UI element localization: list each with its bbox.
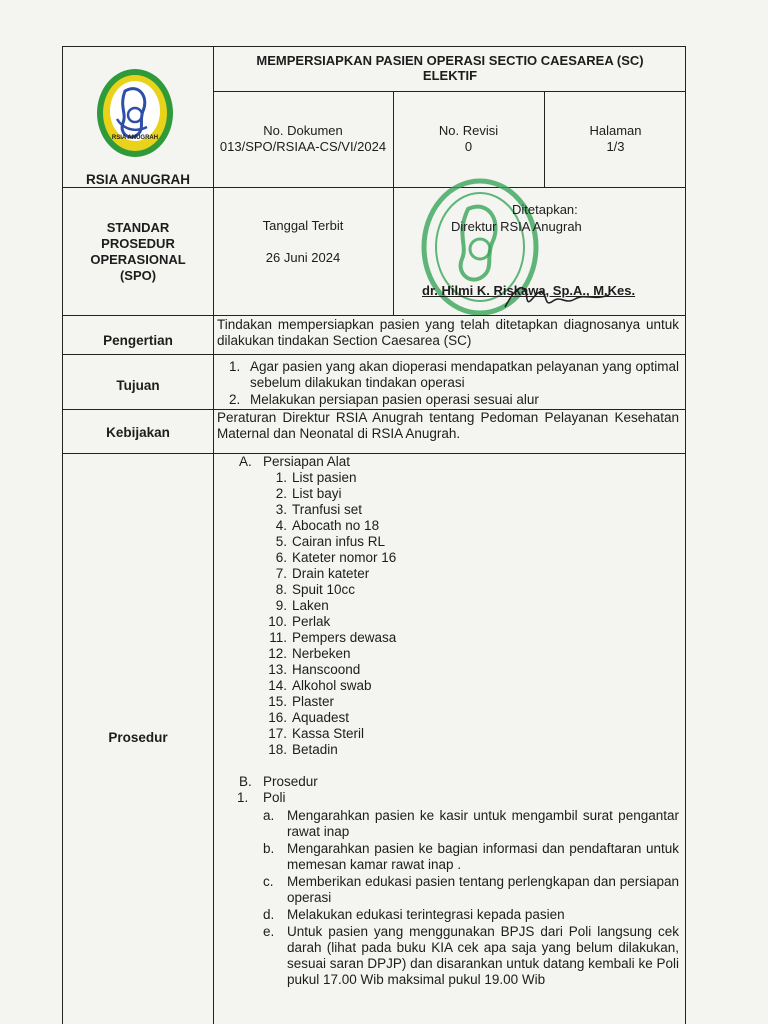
approved-name: dr. Hilmi K. Riskawa, Sp.A., M.Kes. bbox=[422, 283, 636, 298]
item-text: Pempers dewasa bbox=[292, 630, 397, 645]
step-item bbox=[263, 808, 679, 840]
item-number: 3. bbox=[275, 502, 287, 517]
spo-label-line: OPERASIONAL bbox=[90, 252, 186, 267]
tool-item bbox=[263, 614, 679, 630]
spo-label-line: PROSEDUR bbox=[101, 236, 175, 251]
item-number: b. bbox=[263, 841, 275, 856]
step-item bbox=[263, 874, 679, 906]
tool-item bbox=[263, 598, 679, 614]
item-text: Hanscoond bbox=[292, 662, 361, 677]
tool-item bbox=[263, 710, 679, 726]
item-number: 10. bbox=[268, 614, 287, 629]
logo-ring-text: RSIA ANUGRAH bbox=[111, 135, 159, 141]
page-label: Halaman bbox=[589, 123, 642, 138]
tool-item bbox=[263, 630, 679, 646]
prosedur-content bbox=[239, 454, 679, 989]
tool-item bbox=[263, 550, 679, 566]
item-number: 6. bbox=[275, 550, 287, 565]
list-item bbox=[229, 359, 679, 391]
item-text: Drain kateter bbox=[292, 566, 370, 581]
tujuan-list bbox=[229, 359, 679, 408]
revision-label: No. Revisi bbox=[438, 123, 499, 138]
tool-item bbox=[263, 566, 679, 582]
sub-title: Poli bbox=[263, 790, 286, 805]
item-number: 16. bbox=[268, 710, 287, 725]
item-number: 1. bbox=[275, 470, 287, 485]
steps-list bbox=[239, 806, 679, 988]
item-text: Aquadest bbox=[292, 710, 350, 725]
item-text: Memberikan edukasi pasien tentang perlengkapan dan persiapan operasi bbox=[287, 874, 679, 905]
item-text: Kassa Steril bbox=[292, 726, 365, 741]
item-number: 4. bbox=[275, 518, 287, 533]
prosedur-label: Prosedur bbox=[108, 730, 168, 745]
tujuan-label: Tujuan bbox=[116, 378, 160, 393]
item-number: c. bbox=[263, 874, 274, 889]
item-number: 5. bbox=[275, 534, 287, 549]
issue-label: Tanggal Terbit bbox=[262, 218, 344, 233]
section-letter: A. bbox=[239, 454, 252, 469]
row-divider bbox=[63, 354, 685, 355]
item-number: d. bbox=[263, 907, 275, 922]
item-text: Nerbeken bbox=[292, 646, 351, 661]
spo-document bbox=[62, 46, 686, 1024]
item-text: Mengarahkan pasien ke kasir untuk mengambil surat pengantar rawat inap bbox=[287, 808, 679, 839]
kebijakan-text: Peraturan Direktur RSIA Anugrah tentang Pedoman Pelayanan Kesehatan Maternal dan Neonatal di RSIA Anugrah. bbox=[217, 410, 679, 441]
item-number: 9. bbox=[275, 598, 287, 613]
tool-item bbox=[263, 726, 679, 742]
item-number: 2. bbox=[229, 392, 241, 407]
step-item bbox=[263, 841, 679, 873]
section-letter: B. bbox=[239, 774, 252, 789]
item-number: 18. bbox=[268, 742, 287, 757]
revision-cell bbox=[393, 123, 544, 155]
section-a-heading bbox=[239, 454, 679, 470]
document-title bbox=[213, 53, 687, 83]
list-item bbox=[229, 392, 679, 408]
item-text: Agar pasien yang akan dioperasi mendapatkan pelayanan yang optimal sebelum dilakukan tindakan operasi bbox=[250, 359, 679, 390]
item-text: Melakukan edukasi terintegrasi kepada pasien bbox=[287, 907, 565, 922]
item-text: Alkohol swab bbox=[292, 678, 372, 693]
sub-number: 1. bbox=[237, 790, 249, 805]
title-line-1: MEMPERSIAPKAN PASIEN OPERASI SECTIO CAESAREA (SC) bbox=[256, 53, 644, 68]
section-b-heading bbox=[239, 774, 679, 790]
tool-item bbox=[263, 646, 679, 662]
item-number: 8. bbox=[275, 582, 287, 597]
doc-number-cell bbox=[213, 123, 393, 155]
item-text: Laken bbox=[292, 598, 329, 613]
tool-item bbox=[263, 694, 679, 710]
item-number: a. bbox=[263, 808, 275, 823]
item-number: 12. bbox=[268, 646, 287, 661]
item-number: 14. bbox=[268, 678, 287, 693]
tool-item bbox=[263, 518, 679, 534]
item-text: Mengarahkan pasien ke bagian informasi dan pendaftaran untuk memesan kamar rawat inap . bbox=[287, 841, 679, 872]
item-text: Abocath no 18 bbox=[292, 518, 380, 533]
section-title: Persiapan Alat bbox=[263, 454, 351, 469]
approved-role: Direktur RSIA Anugrah bbox=[451, 219, 582, 234]
step-item bbox=[263, 907, 679, 923]
pengertian-label: Pengertian bbox=[103, 333, 173, 348]
section-title: Prosedur bbox=[263, 774, 318, 789]
item-text: Plaster bbox=[292, 694, 335, 709]
kebijakan-label: Kebijakan bbox=[106, 425, 170, 440]
revision-value: 0 bbox=[464, 139, 473, 154]
hospital-name: RSIA ANUGRAH bbox=[86, 172, 190, 187]
item-number: 15. bbox=[268, 694, 287, 709]
doc-number-label: No. Dokumen bbox=[263, 123, 343, 138]
item-text: List bayi bbox=[292, 486, 342, 501]
item-text: Melakukan persiapan pasien operasi sesuai alur bbox=[250, 392, 539, 407]
row-divider bbox=[63, 187, 685, 188]
item-text: Tranfusi set bbox=[292, 502, 363, 517]
spo-label-line: STANDAR bbox=[106, 220, 170, 235]
item-text: List pasien bbox=[292, 470, 357, 485]
tool-item bbox=[263, 742, 679, 758]
item-text: Cairan infus RL bbox=[292, 534, 386, 549]
title-line-2: ELEKTIF bbox=[422, 68, 478, 83]
item-number: e. bbox=[263, 924, 275, 939]
issue-date: 26 Juni 2024 bbox=[265, 250, 341, 265]
item-text: Untuk pasien yang menggunakan BPJS dari Poli langsung cek darah (lihat pada buku KIA cek apa saja yang belum dilakukan, sesuai saran DPJP) dan disarankan untuk datang kembali ke Poli pukul 17.00 Wib maksimal pukul 19.00 Wib bbox=[287, 924, 679, 987]
column-divider bbox=[393, 187, 394, 315]
tool-item bbox=[263, 470, 679, 486]
row-divider bbox=[63, 315, 685, 316]
item-number: 7. bbox=[275, 566, 287, 581]
item-number: 13. bbox=[268, 662, 287, 677]
item-number: 1. bbox=[229, 359, 241, 374]
approved-label: Ditetapkan: bbox=[512, 202, 578, 217]
page-value: 1/3 bbox=[606, 139, 625, 154]
item-text: Betadin bbox=[292, 742, 338, 757]
item-text: Kateter nomor 16 bbox=[292, 550, 397, 565]
sub-heading bbox=[237, 790, 679, 806]
page-cell bbox=[544, 123, 687, 155]
doc-number-value: 013/SPO/RSIAA-CS/VI/2024 bbox=[219, 139, 387, 154]
tool-item bbox=[263, 662, 679, 678]
tool-item bbox=[263, 678, 679, 694]
tool-item bbox=[263, 534, 679, 550]
tool-item bbox=[263, 486, 679, 502]
tool-item bbox=[263, 582, 679, 598]
item-text: Perlak bbox=[292, 614, 331, 629]
column-divider bbox=[213, 47, 214, 1024]
spo-label-line: (SPO) bbox=[119, 268, 157, 283]
pengertian-text: Tindakan mempersiapkan pasien yang telah ditetapkan diagnosanya untuk dilakukan tindakan Section Caesarea (SC) bbox=[217, 317, 679, 348]
item-number: 17. bbox=[268, 726, 287, 741]
header-divider bbox=[213, 91, 685, 92]
tools-list bbox=[239, 470, 679, 758]
item-number: 11. bbox=[269, 630, 287, 645]
item-number: 2. bbox=[275, 486, 287, 501]
spo-label bbox=[63, 220, 213, 284]
item-text: Spuit 10cc bbox=[292, 582, 356, 597]
hospital-logo bbox=[95, 67, 175, 159]
tool-item bbox=[263, 502, 679, 518]
step-item bbox=[263, 924, 679, 988]
